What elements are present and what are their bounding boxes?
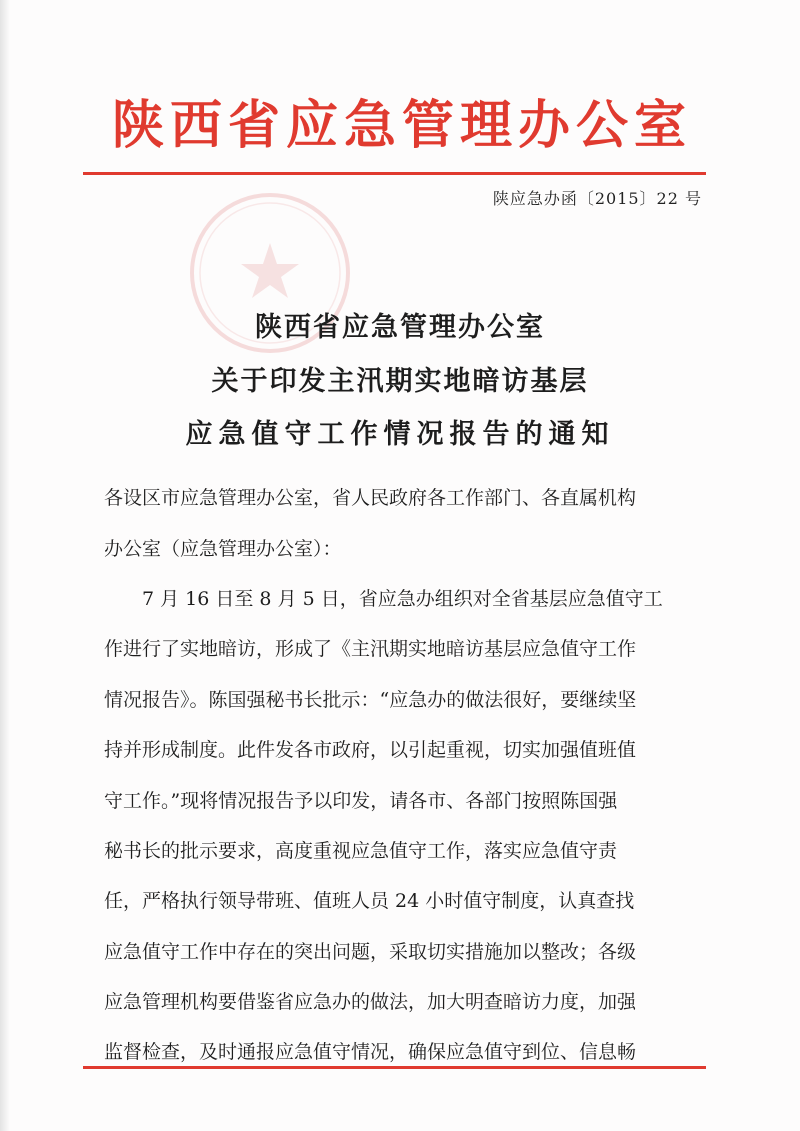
document-number: 陕应急办函〔2015〕22 号 bbox=[492, 189, 702, 208]
notice-title-line-1: 陕西省应急管理办公室 bbox=[255, 312, 545, 343]
body-text-line: 各设区市应急管理办公室，省人民政府各工作部门、各直属机构 bbox=[104, 487, 637, 509]
scan-edge-shadow bbox=[0, 0, 10, 1131]
notice-title-line-2: 关于印发主汛期实地暗访基层 bbox=[211, 366, 589, 397]
body-text-line: 7 月 16 日至 8 月 5 日，省应急办组织对全省基层应急值守工 bbox=[104, 588, 663, 610]
body-text-line: 秘书长的批示要求，高度重视应急值守工作，落实应急值守责 bbox=[104, 840, 618, 862]
body-text-line: 守工作。”现将情况报告予以印发，请各市、各部门按照陈国强 bbox=[104, 790, 618, 812]
body-text-line: 作进行了实地暗访，形成了《主汛期实地暗访基层应急值守工作 bbox=[104, 638, 637, 660]
letterhead-title: 陕西省应急管理办公室 bbox=[112, 95, 693, 156]
letterhead-red-rule bbox=[83, 172, 706, 175]
notice-title-line-3: 应急值守工作情况报告的通知 bbox=[185, 419, 615, 450]
body-text-line: 任，严格执行领导带班、值班人员 24 小时值守制度，认真查找 bbox=[104, 890, 635, 912]
footer-red-rule bbox=[83, 1066, 706, 1069]
body-text-line: 办公室（应急管理办公室）： bbox=[104, 538, 342, 560]
body-text-line: 持并形成制度。此件发各市政府，以引起重视，切实加强值班值 bbox=[104, 739, 637, 761]
body-text-line: 监督检查，及时通报应急值守情况，确保应急值守到位、信息畅 bbox=[104, 1041, 637, 1063]
body-text-line: 情况报告》。陈国强秘书长批示：“应急办的做法很好，要继续坚 bbox=[104, 689, 637, 711]
body-text-line: 应急管理机构要借鉴省应急办的做法，加大明查暗访力度，加强 bbox=[104, 991, 637, 1013]
body-text-line: 应急值守工作中存在的突出问题，采取切实措施加以整改；各级 bbox=[104, 941, 637, 963]
